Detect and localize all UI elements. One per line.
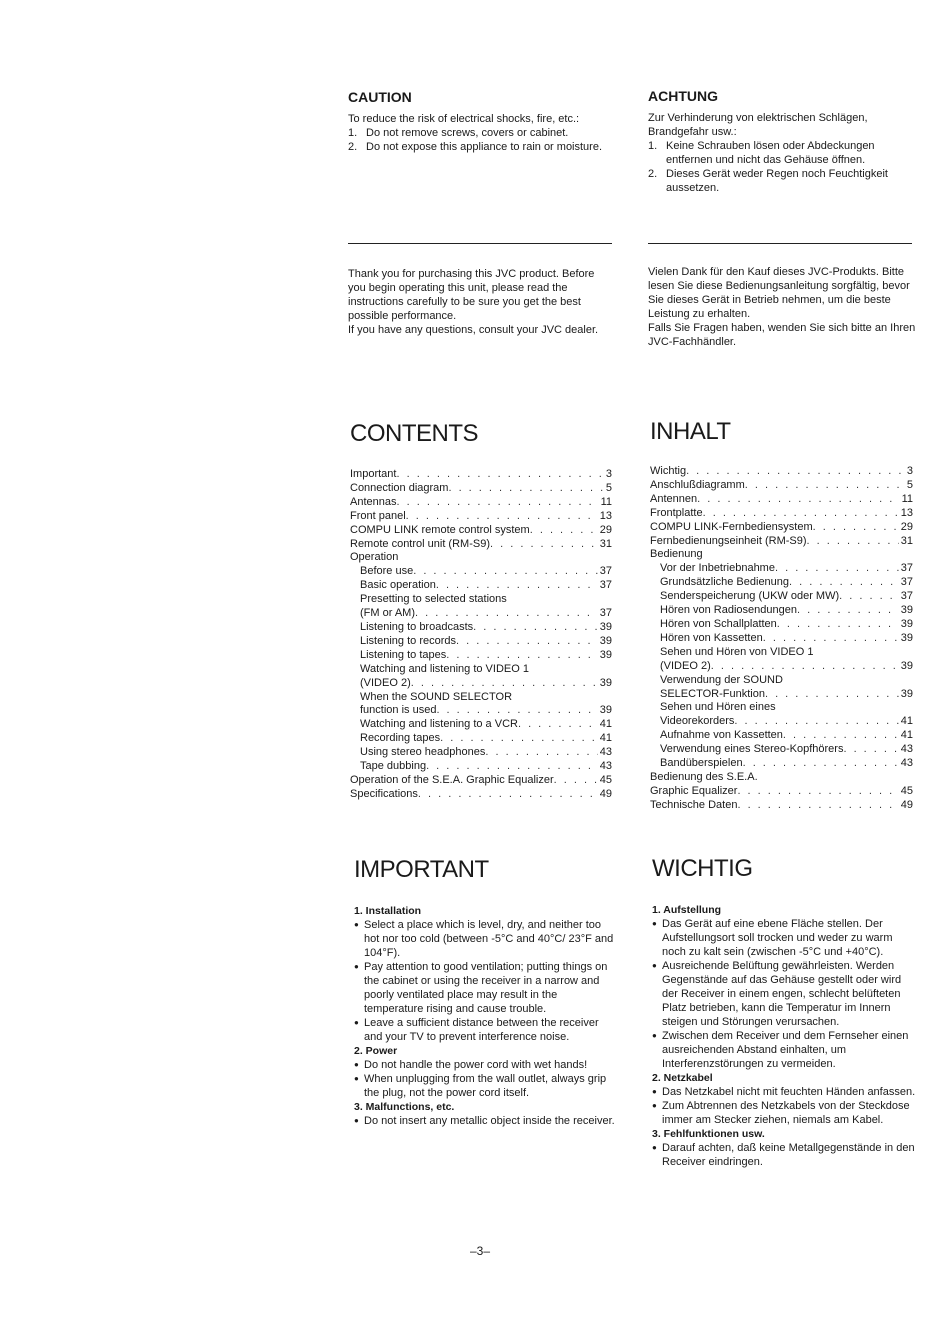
- toc-title: Watching and listening to VIDEO 1: [360, 662, 529, 675]
- toc-page: 41: [599, 718, 612, 731]
- bullet-item: ● Zum Abtrennen des Netzkabels von der Steckdose immer am Stecker ziehen, niemals am Kabel.: [652, 1099, 916, 1127]
- item-number: 1.: [348, 127, 358, 139]
- toc-entry: [650, 632, 913, 646]
- toc-entry: [650, 576, 913, 590]
- toc-page: 39: [900, 631, 913, 644]
- toc-page: 39: [599, 676, 612, 689]
- toc-page: 37: [599, 579, 612, 592]
- toc-entry: [650, 729, 913, 743]
- toc-leader: [406, 510, 598, 524]
- toc-entry: [350, 565, 612, 579]
- list-item: [348, 140, 612, 154]
- toc-page: 5: [906, 478, 913, 491]
- toc-entry: [650, 646, 913, 660]
- contents-heading: CONTENTS: [350, 420, 478, 447]
- achtung-list: [648, 139, 916, 195]
- toc-entry: [650, 479, 913, 493]
- bullet-list: [652, 1141, 916, 1169]
- toc-entry: [350, 635, 612, 649]
- toc-leader: [426, 760, 598, 774]
- toc-title: Aufnahme von Kassetten: [660, 729, 783, 742]
- toc-title: COMPU LINK remote control system: [350, 523, 530, 536]
- section-title: 3. Fehlfunktionen usw.: [652, 1128, 765, 1140]
- danke-dealer: Falls Sie Fragen haben, wenden Sie sich bitte an Ihren JVC-Fachhändler.: [648, 322, 916, 348]
- toc-title: Wichtig: [650, 465, 687, 477]
- toc-leader: [490, 538, 598, 552]
- toc-entry: [350, 677, 612, 691]
- toc-list: [650, 465, 913, 813]
- toc-page: 43: [900, 757, 913, 770]
- page-number: –3–: [470, 1244, 491, 1258]
- toc-page: 49: [599, 787, 612, 800]
- toc-page: 45: [900, 784, 913, 797]
- toc-title: Using stereo headphones: [360, 746, 486, 759]
- toc-page: 39: [599, 648, 612, 661]
- toc-title: Videorekorders: [660, 715, 735, 728]
- toc-page: 45: [599, 773, 612, 786]
- toc-title: Presetting to selected stations: [360, 593, 507, 606]
- toc-leader: [518, 718, 598, 732]
- toc-title: Bedienung: [650, 548, 703, 561]
- toc-title: Vor der Inbetriebnahme: [660, 562, 775, 575]
- toc-leader: [436, 704, 597, 718]
- toc-title: Senderspeicherung (UKW oder MW): [660, 590, 840, 603]
- toc-entry: [350, 579, 612, 593]
- thanks-de: [648, 265, 916, 349]
- bullet-item: ● Leave a sufficient distance between the receiver and your TV to prevent interference noise.: [354, 1016, 616, 1044]
- toc-title: function is used: [360, 704, 437, 717]
- toc-title: Basic operation: [360, 579, 436, 592]
- section-title: 2. Power: [354, 1045, 398, 1057]
- caution-de: [648, 89, 916, 195]
- toc-title: Listening to records: [360, 634, 456, 647]
- toc-entry: [350, 704, 612, 718]
- contents-de: [650, 418, 913, 813]
- toc-title: (VIDEO 2): [360, 676, 411, 689]
- toc-title: Tape dubbing: [360, 760, 427, 773]
- toc-title: Remote control unit (RM-S9): [350, 537, 490, 550]
- toc-title: Connection diagram: [350, 481, 449, 494]
- divider-en: [348, 243, 612, 244]
- caution-intro: To reduce the risk of electrical shocks, fire, etc.:: [348, 113, 580, 125]
- toc-page: 41: [599, 732, 612, 745]
- toc-entry: [350, 607, 612, 621]
- toc-entry: [350, 760, 612, 774]
- toc-leader: [473, 621, 598, 635]
- toc-title: Sehen und Hören eines: [660, 701, 776, 714]
- toc-title: Verwendung eines Stereo-Kopfhörers: [660, 743, 844, 756]
- toc-page: 37: [900, 590, 913, 603]
- toc-entry: [350, 496, 612, 510]
- toc-leader: [797, 604, 899, 618]
- section-title: 1. Aufstellung: [652, 904, 722, 916]
- toc-entry: [650, 757, 913, 771]
- bullet-item: ● Select a place which is level, dry, and neither too hot nor too cold (between -5°C and 40°C/ 23°F and 104°F).: [354, 918, 616, 960]
- toc-entry: [350, 746, 612, 760]
- toc-title: Hören von Radiosendungen: [660, 604, 797, 617]
- important-heading: IMPORTANT: [354, 856, 489, 883]
- toc-page: 43: [900, 743, 913, 756]
- toc-entry: [350, 774, 612, 788]
- toc-title: Fernbedienungseinheit (RM-S9): [650, 534, 807, 547]
- caution-heading: CAUTION: [348, 89, 412, 105]
- toc-page: 39: [599, 704, 612, 717]
- toc-leader: [485, 746, 597, 760]
- thanks-dealer: If you have any questions, consult your JVC dealer.: [348, 324, 599, 336]
- toc-page: 37: [900, 576, 913, 589]
- bullet-item: ● Do not insert any metallic object inside the receiver.: [354, 1114, 616, 1128]
- toc-entry: [650, 535, 913, 549]
- toc-title: SELECTOR-Funktion: [660, 687, 765, 700]
- toc-leader: [396, 468, 603, 482]
- toc-leader: [686, 465, 905, 479]
- toc-leader: [697, 493, 899, 507]
- bullet-list: [652, 1085, 916, 1127]
- toc-leader: [743, 757, 899, 771]
- toc-page: 31: [900, 534, 913, 547]
- toc-entry: [350, 551, 612, 565]
- toc-title: When the SOUND SELECTOR: [360, 690, 513, 703]
- toc-title: Grundsätzliche Bedienung: [660, 576, 790, 589]
- toc-entry: [650, 701, 913, 715]
- toc-leader: [415, 607, 598, 621]
- toc-leader: [734, 715, 898, 729]
- toc-title: Watching and listening to a VCR: [360, 718, 518, 731]
- toc-entry: [350, 538, 612, 552]
- toc-leader: [440, 732, 598, 746]
- danke-text: Vielen Dank für den Kauf dieses JVC-Produkts. Bitte lesen Sie diese Bedienungsanleitung sorgfältig, bevor Sie dieses Gerät in Betrieb nehmen, um die beste Leistung zu erhalten.: [648, 266, 910, 320]
- divider-de: [648, 243, 912, 244]
- toc-leader: [783, 729, 899, 743]
- toc-entry: [350, 593, 612, 607]
- toc-entry: [350, 621, 612, 635]
- toc-leader: [436, 579, 598, 593]
- toc-title: Specifications: [350, 787, 418, 800]
- toc-title: (FM or AM): [360, 607, 415, 620]
- toc-entry: [650, 521, 913, 535]
- toc-leader: [411, 677, 598, 691]
- important-en: [354, 856, 616, 1128]
- toc-entry: [350, 718, 612, 732]
- caution-en: [348, 90, 612, 154]
- bullet-item: ● Das Netzkabel nicht mit feuchten Händen anfassen.: [652, 1085, 916, 1099]
- item-text: Do not expose this appliance to rain or moisture.: [366, 141, 603, 153]
- toc-entry: [650, 715, 913, 729]
- item-number: 2.: [648, 168, 658, 180]
- toc-list: [350, 468, 612, 802]
- toc-page: 39: [900, 617, 913, 630]
- toc-leader: [448, 482, 603, 496]
- bullet-item: ● Do not handle the power cord with wet hands!: [354, 1058, 616, 1072]
- toc-page: 3: [906, 465, 913, 477]
- wichtig-heading: WICHTIG: [652, 855, 753, 882]
- important-sections: [354, 904, 616, 1128]
- toc-leader: [839, 590, 899, 604]
- toc-title: Hören von Kassetten: [660, 631, 763, 644]
- toc-page: 39: [900, 604, 913, 617]
- bullet-item: ● When unplugging from the wall outlet, always grip the plug, not the power cord itself.: [354, 1072, 616, 1100]
- bullet-item: ● Zwischen dem Receiver und dem Fernseher einen ausreichenden Abstand einhalten, um Interferenzstörungen zu vermeiden.: [652, 1029, 916, 1071]
- toc-page: 13: [900, 506, 913, 519]
- toc-entry: [650, 674, 913, 688]
- toc-title: Listening to tapes: [360, 648, 447, 661]
- toc-entry: [350, 788, 612, 802]
- toc-page: 31: [599, 537, 612, 550]
- toc-page: 11: [600, 495, 612, 508]
- toc-title: Sehen und Hören von VIDEO 1: [660, 645, 814, 658]
- toc-entry: [650, 688, 913, 702]
- toc-entry: [350, 468, 612, 482]
- bullet-list: [354, 918, 616, 1044]
- toc-page: 37: [599, 607, 612, 620]
- toc-leader: [396, 496, 598, 510]
- item-text: Keine Schrauben lösen oder Abdeckungen entfernen und nicht das Gehäuse öffnen.: [666, 140, 875, 166]
- list-item: [348, 126, 612, 140]
- toc-title: Operation: [350, 551, 399, 564]
- toc-entry: [650, 507, 913, 521]
- toc-leader: [777, 618, 899, 632]
- toc-leader: [703, 507, 899, 521]
- bullet-list: [652, 917, 916, 1071]
- inhalt-heading: INHALT: [650, 418, 731, 445]
- item-text: Dieses Gerät weder Regen noch Feuchtigkeit aussetzen.: [666, 168, 888, 194]
- toc-page: 5: [605, 481, 612, 494]
- bullet-list: [354, 1114, 616, 1128]
- wichtig-sections: [652, 903, 916, 1169]
- toc-entry: [350, 691, 612, 705]
- toc-page: 39: [599, 620, 612, 633]
- toc-title: Bedienung des S.E.A.: [650, 770, 758, 783]
- toc-page: 39: [900, 659, 913, 672]
- toc-entry: [350, 649, 612, 663]
- toc-title: Antennas: [350, 495, 397, 508]
- achtung-heading: ACHTUNG: [648, 88, 718, 104]
- toc-title: Bandüberspielen: [660, 757, 743, 770]
- toc-entry: [650, 590, 913, 604]
- toc-leader: [418, 788, 598, 802]
- toc-leader: [763, 632, 899, 646]
- item-number: 2.: [348, 141, 358, 153]
- toc-entry: [650, 618, 913, 632]
- thanks-en: [348, 267, 612, 337]
- toc-title: Anschlußdiagramm: [650, 478, 745, 491]
- item-number: 1.: [648, 140, 658, 152]
- toc-leader: [765, 688, 899, 702]
- toc-title: COMPU LINK-Fernbediensystem: [650, 520, 813, 533]
- toc-page: 13: [599, 509, 612, 522]
- toc-entry: [350, 482, 612, 496]
- toc-title: Graphic Equalizer: [650, 784, 738, 797]
- toc-leader: [530, 524, 598, 538]
- toc-entry: [650, 562, 913, 576]
- toc-title: Technische Daten: [650, 798, 738, 811]
- toc-leader: [745, 479, 905, 493]
- toc-leader: [807, 535, 899, 549]
- toc-entry: [650, 771, 913, 785]
- toc-page: 37: [599, 565, 612, 578]
- toc-entry: [650, 548, 913, 562]
- toc-entry: [650, 785, 913, 799]
- toc-page: 37: [900, 562, 913, 575]
- toc-entry: [650, 799, 913, 813]
- caution-list: [348, 126, 612, 154]
- toc-page: 3: [605, 468, 612, 480]
- toc-leader: [456, 635, 598, 649]
- toc-leader: [737, 799, 898, 813]
- toc-page: 41: [900, 729, 913, 742]
- bullet-item: ● Darauf achten, daß keine Metallgegenstände in den Receiver eindringen.: [652, 1141, 916, 1169]
- toc-title: Front panel: [350, 509, 406, 522]
- toc-title: Hören von Schallplatten: [660, 617, 777, 630]
- toc-leader: [775, 562, 899, 576]
- item-text: Do not remove screws, covers or cabinet.: [366, 127, 569, 139]
- toc-entry: [650, 465, 913, 479]
- toc-page: 39: [599, 634, 612, 647]
- toc-page: 41: [900, 715, 913, 728]
- toc-leader: [813, 521, 899, 535]
- toc-entry: [350, 663, 612, 677]
- toc-entry: [350, 510, 612, 524]
- toc-title: Verwendung der SOUND: [660, 673, 783, 686]
- toc-page: 29: [900, 520, 913, 533]
- toc-page: 11: [901, 492, 913, 505]
- toc-title: Important: [350, 468, 397, 480]
- toc-title: Antennen: [650, 492, 698, 505]
- toc-title: Before use: [360, 565, 414, 578]
- toc-page: 29: [599, 523, 612, 536]
- toc-entry: [350, 524, 612, 538]
- toc-title: Listening to broadcasts: [360, 620, 474, 633]
- list-item: [648, 167, 916, 195]
- section-title: 3. Malfunctions, etc.: [354, 1101, 455, 1113]
- thanks-text: Thank you for purchasing this JVC product. Before you begin operating this unit, please read the instructions carefully to be sure you get the best possible performance.: [348, 268, 595, 322]
- toc-leader: [737, 785, 898, 799]
- contents-en: [350, 420, 612, 802]
- toc-entry: [650, 493, 913, 507]
- bullet-item: ● Das Gerät auf eine ebene Fläche stellen. Der Aufstellungsort soll trocken und weder zu warm noch zu kalt sein (zwischen -5°C und +40°C).: [652, 917, 916, 959]
- toc-leader: [554, 774, 598, 788]
- important-de: [652, 855, 916, 1169]
- toc-entry: [650, 660, 913, 674]
- toc-title: Frontplatte: [650, 506, 703, 519]
- toc-entry: [350, 732, 612, 746]
- bullet-item: ● Pay attention to good ventilation; putting things on the cabinet or using the receiver in a narrow and poorly ventilated place may result in the temperature rising and cause trouble.: [354, 960, 616, 1016]
- section-title: 2. Netzkabel: [652, 1072, 713, 1084]
- toc-title: (VIDEO 2): [660, 659, 711, 672]
- toc-page: 49: [900, 798, 913, 811]
- list-item: [648, 139, 916, 167]
- toc-page: 43: [599, 746, 612, 759]
- toc-leader: [711, 660, 899, 674]
- bullet-item: ● Ausreichende Belüftung gewährleisten. Werden Gegenstände auf das Gehäuse gestellt oder wird der Receiver in einem engen, schlecht belüfteten Platz betrieben, kann die Temperatur im Innern steigen und Störungen verursachen.: [652, 959, 916, 1029]
- toc-page: 43: [599, 760, 612, 773]
- toc-title: Operation of the S.E.A. Graphic Equalizer: [350, 773, 554, 786]
- bullet-list: [354, 1058, 616, 1100]
- section-title: 1. Installation: [354, 905, 422, 917]
- toc-page: 39: [900, 687, 913, 700]
- toc-leader: [789, 576, 899, 590]
- achtung-intro: Zur Verhinderung von elektrischen Schlägen, Brandgefahr usw.:: [648, 112, 868, 138]
- toc-leader: [413, 565, 598, 579]
- toc-entry: [650, 743, 913, 757]
- toc-leader: [446, 649, 598, 663]
- toc-leader: [843, 743, 898, 757]
- toc-entry: [650, 604, 913, 618]
- toc-title: Recording tapes: [360, 732, 441, 745]
